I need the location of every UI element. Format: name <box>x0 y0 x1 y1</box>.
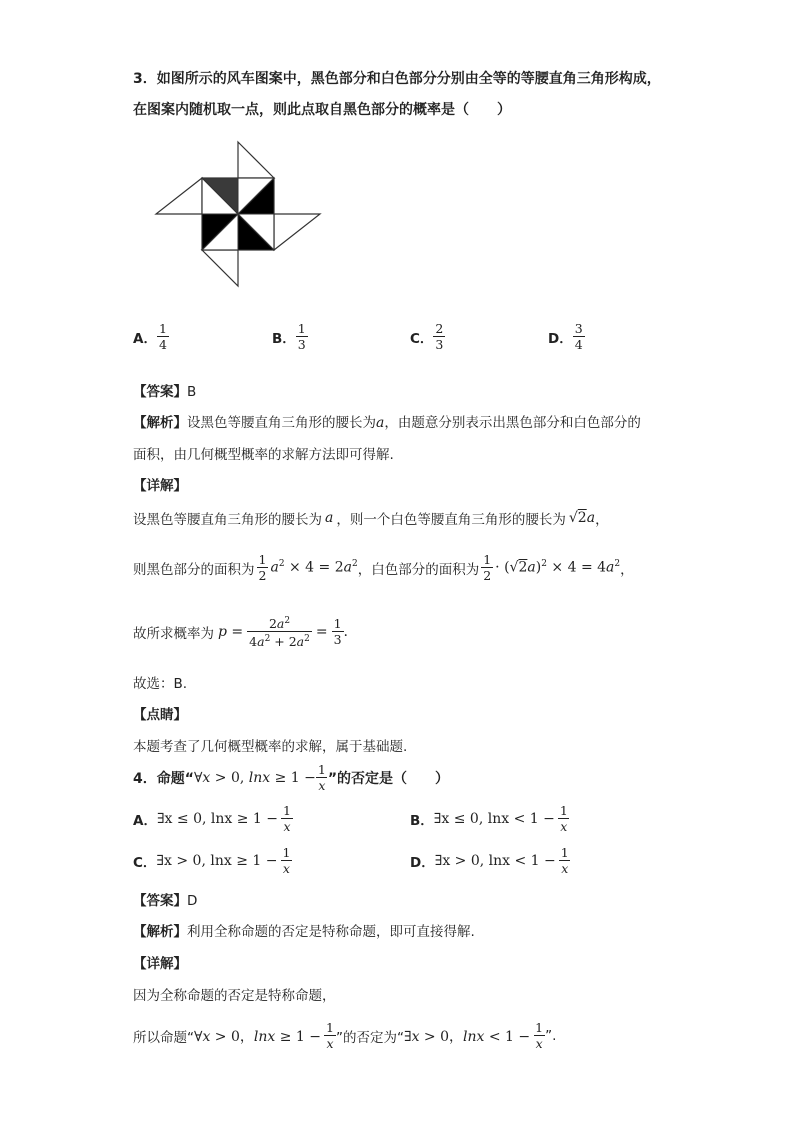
q3-option-d: D． $\frac{3}{4}$ <box>548 321 583 352</box>
q3-option-b: B． $\frac{1}{3}$ <box>272 321 306 352</box>
q4-option-c: C． ∃x > 0, lnx ≥ 1 − $\frac{1}{x}$ <box>133 845 291 876</box>
white-triangle-right <box>274 214 320 250</box>
q4-analysis: 【解析】利用全称命题的否定是特称命题，即可直接得解. <box>133 924 475 940</box>
pinwheel-figure <box>150 140 330 290</box>
q4-number: 4． <box>133 770 157 787</box>
white-triangle-bottom <box>202 250 238 286</box>
q3-option-a: A． $\frac{1}{4}$ <box>133 321 167 352</box>
pinwheel-lines <box>202 178 274 250</box>
q3-conclusion: 故选：B. <box>133 676 188 692</box>
q3-stem-line1: 3．如图所示的风车图案中，黑色部分和白色部分分别由全等的等腰直角三角形构成， <box>133 71 661 87</box>
q4-option-a: A． ∃x ≤ 0, lnx ≥ 1 − $\frac{1}{x}$ <box>133 803 291 834</box>
q3-analysis-line1: 【解析】设黑色等腰直角三角形的腰长为a，由题意分别表示出黑色部分和白色部分的 <box>133 415 641 431</box>
q3-detail-line1: 设黑色等腰直角三角形的腰长为 a ，则一个白色等腰直角三角形的腰长为 √2a ， <box>133 510 609 528</box>
q3-analysis-line2: 面积，由几何概型概率的求解方法即可得解. <box>133 447 394 463</box>
q4-option-d: D． ∃x > 0, lnx < 1 − $\frac{1}{x}$ <box>410 845 569 876</box>
white-triangle-top <box>238 142 274 178</box>
q4-detail-line1: 因为全称命题的否定是特称命题， <box>133 988 336 1004</box>
q3-comment: 本题考查了几何概型概率的求解，属于基础题. <box>133 739 408 755</box>
q3-number: 3． <box>133 71 157 87</box>
q3-option-c: C． $\frac{2}{3}$ <box>410 321 444 352</box>
q3-detail-tag: 【详解】 <box>133 478 187 494</box>
q4-detail-line2: 所以命题“ ∀x > 0，lnx ≥ 1 − $\frac{1}{x}$ ”的否定为“ ∃x > 0，lnx < 1 − $\frac{1}{x}$ ”. <box>133 1020 557 1051</box>
q4-option-b: B． ∃x ≤ 0, lnx < 1 − $\frac{1}{x}$ <box>410 803 568 834</box>
q4-answer: 【答案】D <box>133 893 198 909</box>
q4-stem: 4． 命题“ ∀x > 0, lnx ≥ 1 − $\frac{1}{x}$ ”的否定是（ ） <box>133 762 450 793</box>
q3-detail-line2: 则黑色部分的面积为 $\frac{1}{2}$ $a^2 \times 4 = 2a^2$ ，白色部分的面积为 $\frac{1}{2}$ · $(√2a)^2 \times 4 = 4a^2$ ， <box>133 552 634 583</box>
q3-answer: 【答案】B <box>133 384 197 400</box>
q3-stem-line2: 在图案内随机取一点，则此点取自黑色部分的概率是（ ） <box>133 102 511 118</box>
white-triangle-left <box>156 178 202 214</box>
q3-comment-tag: 【点睛】 <box>133 707 187 723</box>
q4-detail-tag: 【详解】 <box>133 956 187 972</box>
q3-detail-line3: 故所求概率为 p = $\frac{2a^2}{4a^2 + 2a^2}$ = $\frac{1}{3}$ . <box>133 616 348 650</box>
